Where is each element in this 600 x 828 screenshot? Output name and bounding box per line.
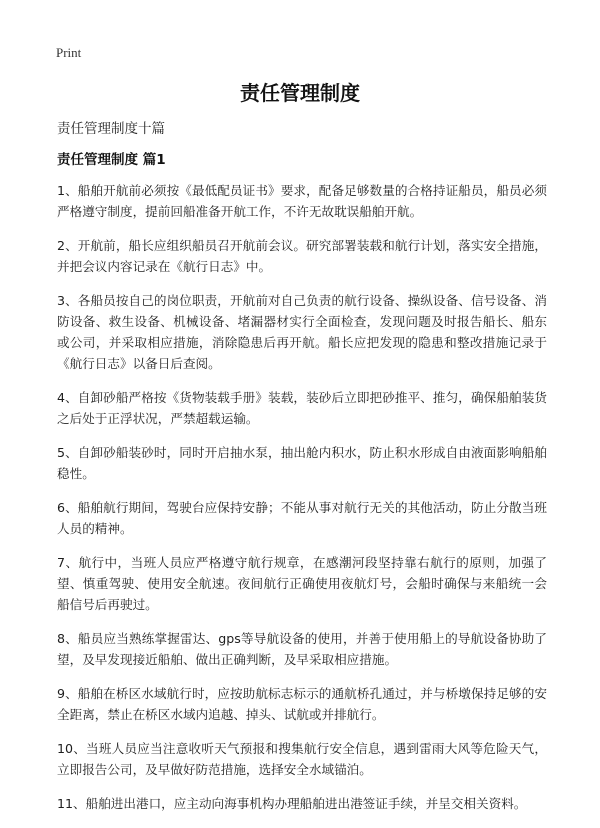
paragraph: 9、船舶在桥区水域航行时，应按助航标志标示的通航桥孔通过，并与桥墩保持足够的安全距离，禁止在桥区水域内追越、掉头、试航或并排航行。 [57, 686, 547, 722]
paragraph: 8、船员应当熟练掌握雷达、gps等导航设备的使用，并善于使用船上的导航设备协助了望，及早发现接近船舶、做出正确判断，及早采取相应措施。 [57, 631, 547, 667]
page-title: 责任管理制度 [240, 81, 360, 105]
paragraph: 2、开航前，船长应组织船员召开航前会议。研究部署装载和航行计划，落实安全措施，并把会议内容记录在《航行日志》中。 [57, 238, 547, 274]
document-subtitle: 责任管理制度十篇 [57, 121, 165, 137]
paragraph: 5、自卸砂船装砂时，同时开启抽水泵，抽出舱内积水，防止积水形成自由液面影响船舶稳性。 [57, 445, 547, 481]
paragraph: 4、自卸砂船严格按《货物装载手册》装载，装砂后立即把砂推平、推匀，确保船舶装货之后处于正浮状况，严禁超载运输。 [57, 390, 547, 426]
print-link[interactable]: Print [56, 45, 82, 60]
section-heading: 责任管理制度 篇1 [57, 152, 166, 168]
paragraph: 3、各船员按自己的岗位职责，开航前对自己负责的航行设备、操纵设备、信号设备、消防设备、救生设备、机械设备、堵漏器材实行全面检查，发现问题及时报告船长、船东或公司，并采取相应措施，消除隐患后再开航。船长应把发现的隐患和整改措施记录于《航行日志》以备日后查阅。 [57, 293, 547, 371]
paragraph: 7、航行中，当班人员应严格遵守航行规章，在感潮河段坚持靠右航行的原则，加强了望、慎重驾驶、使用安全航速。夜间航行正确使用夜航灯号，会船时确保与来船统一会船信号后再驶过。 [57, 555, 547, 612]
paragraph-list [57, 180, 547, 827]
paragraph: 11、船舶进出港口，应主动向海事机构办理船舶进出港签证手续，并呈交相关资料。 [57, 796, 527, 811]
paragraph: 1、船舶开航前必须按《最低配员证书》要求，配备足够数量的合格持证船员，船员必须严格遵守制度，提前回船准备开航工作，不许无故耽误船舶开航。 [57, 183, 547, 219]
paragraph: 6、船舶航行期间，驾驶台应保持安静；不能从事对航行无关的其他活动，防止分散当班人员的精神。 [57, 500, 547, 536]
paragraph: 10、当班人员应当注意收听天气预报和搜集航行安全信息，遇到雷雨大风等危险天气，立即报告公司，及早做好防范措施，选择安全水域锚泊。 [57, 741, 547, 777]
